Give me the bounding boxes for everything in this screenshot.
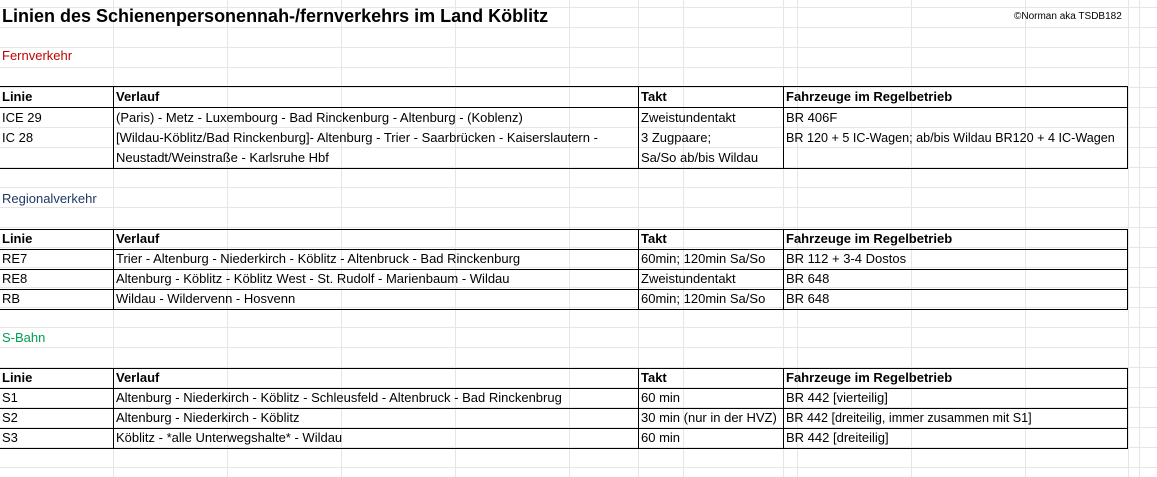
section-title-regionalverkehr[interactable]: Regionalverkehr (2, 191, 97, 206)
cell-fahrzeuge[interactable]: BR 112 + 3-4 Dostos (786, 251, 907, 266)
copyright-note[interactable]: ©Norman aka TSDB182 (1014, 11, 1122, 22)
cell-verlauf[interactable]: Trier - Altenburg - Niederkirch - Köblitz - Altenbruck - Bad Rinckenburg (116, 251, 521, 266)
cell-fahrzeuge[interactable]: BR 648 (786, 271, 830, 286)
table-border (783, 86, 784, 168)
cell-takt[interactable]: Zweistundentakt (641, 271, 736, 286)
header-verlauf[interactable]: Verlauf (116, 89, 160, 104)
cell-verlauf[interactable]: Altenburg - Köblitz - Köblitz West - St. Rudolf - Marienbaum - Wildau (116, 271, 510, 286)
header-takt[interactable]: Takt (641, 231, 667, 246)
cell-verlauf[interactable]: Altenburg - Niederkirch - Köblitz (116, 410, 300, 425)
table-border (638, 86, 639, 168)
column-gridline (1128, 0, 1129, 477)
cell-linie[interactable]: RE8 (2, 271, 28, 286)
cell-verlauf[interactable]: [Wildau-Köblitz/Bad Rinckenburg]- Altenburg - Trier - Saarbrücken - Kaiserslautern - (116, 130, 598, 145)
header-fahrzeuge[interactable]: Fahrzeuge im Regelbetrieb (786, 370, 953, 385)
cell-linie[interactable]: S1 (2, 390, 18, 405)
cell-fahrzeuge[interactable]: BR 406F (786, 110, 838, 125)
table-border (0, 86, 1128, 87)
header-takt[interactable]: Takt (641, 89, 667, 104)
header-fahrzeuge[interactable]: Fahrzeuge im Regelbetrieb (786, 89, 953, 104)
cell-takt[interactable]: Zweistundentakt (641, 110, 736, 125)
table-border (638, 229, 639, 309)
table-border (783, 229, 784, 309)
table-border (0, 368, 1128, 369)
cell-takt[interactable]: 30 min (nur in der HVZ) (641, 410, 777, 425)
sheet-title[interactable]: Linien des Schienenpersonennah-/fernverkehrs im Land Köblitz (2, 6, 549, 26)
table-border (0, 168, 1128, 169)
header-verlauf[interactable]: Verlauf (116, 370, 160, 385)
cell-fahrzeuge[interactable]: BR 442 [vierteilig] (786, 390, 888, 405)
cell-verlauf[interactable]: (Paris) - Metz - Luxembourg - Bad Rinckenburg - Altenburg - (Koblenz) (116, 110, 523, 125)
cell-linie[interactable]: RB (2, 291, 21, 306)
header-takt[interactable]: Takt (641, 370, 667, 385)
header-linie[interactable]: Linie (2, 231, 33, 246)
cell-takt[interactable]: 60 min (641, 430, 681, 445)
table-border (1127, 368, 1128, 448)
cell-verlauf[interactable]: Köblitz - *alle Unterwegshalte* - Wildau (116, 430, 343, 445)
cell-fahrzeuge[interactable]: BR 442 [dreiteilig, immer zusammen mit S1] (786, 411, 1032, 425)
cell-verlauf[interactable]: Wildau - Wildervenn - Hosvenn (116, 291, 296, 306)
table-border (0, 309, 1128, 310)
cell-linie[interactable]: S3 (2, 430, 18, 445)
table-border (0, 448, 1128, 449)
header-linie[interactable]: Linie (2, 89, 33, 104)
cell-takt[interactable]: 3 Zugpaare; (641, 130, 712, 145)
cell-linie[interactable]: ICE 29 (2, 110, 42, 125)
cell-linie[interactable]: IC 28 (2, 130, 34, 145)
section-title-sbahn[interactable]: S-Bahn (2, 330, 46, 345)
cell-linie[interactable]: RE7 (2, 251, 28, 266)
table-border (113, 86, 114, 168)
cell-fahrzeuge[interactable]: BR 648 (786, 291, 830, 306)
cell-fahrzeuge[interactable]: BR 120 + 5 IC-Wagen; ab/bis Wildau BR120 + 4 IC-Wagen (786, 131, 1115, 145)
header-fahrzeuge[interactable]: Fahrzeuge im Regelbetrieb (786, 231, 953, 246)
cell-verlauf-continued[interactable]: Neustadt/Weinstraße - Karlsruhe Hbf (116, 150, 329, 165)
cell-linie[interactable]: S2 (2, 410, 18, 425)
table-border (113, 368, 114, 448)
cell-fahrzeuge[interactable]: BR 442 [dreiteilig] (786, 430, 889, 445)
table-border (783, 368, 784, 448)
cell-takt-continued[interactable]: Sa/So ab/bis Wildau (641, 150, 759, 165)
header-verlauf[interactable]: Verlauf (116, 231, 160, 246)
cell-verlauf[interactable]: Altenburg - Niederkirch - Köblitz - Schleusfeld - Altenbruck - Bad Rinckenbrug (116, 390, 562, 405)
cell-takt[interactable]: 60min; 120min Sa/So (641, 251, 766, 266)
table-border (1127, 229, 1128, 309)
table-border (113, 229, 114, 309)
table-border (0, 229, 1128, 230)
table-border (638, 368, 639, 448)
cell-takt[interactable]: 60min; 120min Sa/So (641, 291, 766, 306)
cell-takt[interactable]: 60 min (641, 390, 681, 405)
table-border (1127, 86, 1128, 168)
header-linie[interactable]: Linie (2, 370, 33, 385)
section-title-fernverkehr[interactable]: Fernverkehr (2, 48, 73, 63)
